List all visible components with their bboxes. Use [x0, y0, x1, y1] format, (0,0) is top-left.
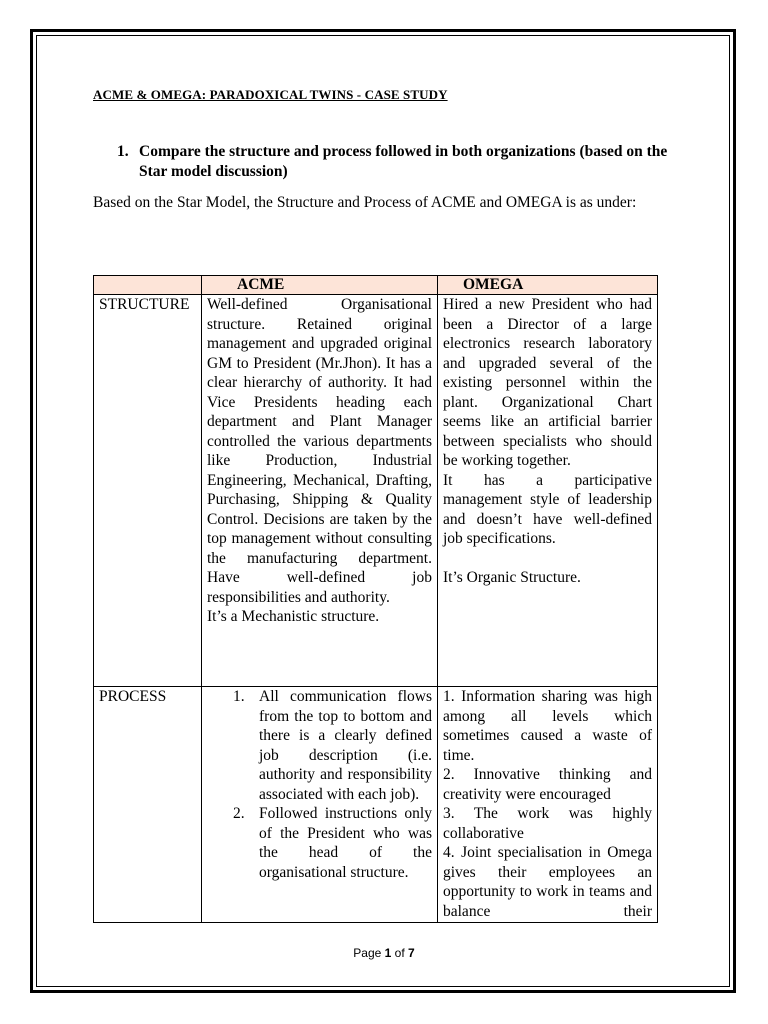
omega-structure-cell — [438, 295, 658, 687]
table-row-process — [94, 687, 658, 923]
page-label: Page — [353, 946, 382, 960]
omega-structure-conclusion: It’s Organic Structure. — [443, 569, 581, 586]
acme-structure-text: Well-defined Organisational structure. Retained original management and upgraded original GM to President (Mr.Jhon). It has a clear hierarchy of authority. It had Vice Presidents heading each department and Plant Manager controlled the various departments like Production, Industrial Engineering, Mechanical, Drafting, Purchasing, Shipping & Quality Control. Decisions are taken by the top management without consulting the manufacturing department. Have well-defined job responsibilities and authority. — [207, 296, 432, 606]
omega-structure-text: Hired a new President who had been a Director of a large electronics research laboratory and upgraded several of the existing personnel within the plant. Organizational Chart seems like an artificial barrier between specialists who should be working together. — [443, 296, 652, 469]
omega-process-item-4: 4. Joint specialisation in Omega gives their employees an opportunity to work in teams and balance their — [443, 844, 652, 920]
omega-process-item-3: 3. The work was highly collaborative — [443, 805, 652, 842]
omega-structure-leadership: It has a participative management style of leadership and doesn’t have well-defined job specifications. — [443, 471, 652, 547]
process-label: PROCESS — [99, 688, 167, 705]
structure-label: STRUCTURE — [99, 296, 190, 313]
header-omega-label: OMEGA — [463, 276, 524, 293]
page-total: 7 — [408, 946, 415, 960]
header-acme-label: ACME — [237, 276, 285, 293]
table-row-structure — [94, 295, 658, 687]
acme-process-list — [207, 687, 432, 882]
comparison-table — [93, 275, 658, 923]
row-label-structure — [94, 295, 202, 687]
page-of: of — [394, 946, 405, 960]
header-omega — [438, 276, 658, 295]
question-number: 1. — [117, 143, 129, 160]
list-item: 2. Followed instructions only of the President who was the head of the organisational structure. — [233, 805, 432, 881]
question-text: Compare the structure and process followed in both organizations (based on the Star model discussion) — [139, 143, 668, 180]
intro-paragraph: Based on the Star Model, the Structure and Process of ACME and OMEGA is as under: — [93, 194, 637, 211]
page-footer — [0, 946, 768, 960]
omega-process-item-1: 1. Information sharing was high among all levels which sometimes caused a waste of time. — [443, 688, 652, 764]
document-title: ACME & OMEGA: PARADOXICAL TWINS - CASE STUDY — [93, 87, 448, 102]
header-acme — [202, 276, 438, 295]
omega-process-cell — [438, 687, 658, 923]
page-current: 1 — [384, 946, 392, 960]
table-header-row — [94, 276, 658, 295]
acme-structure-conclusion: It’s a Mechanistic structure. — [207, 608, 380, 625]
row-label-process — [94, 687, 202, 923]
header-empty — [94, 276, 202, 295]
omega-process-item-2: 2. Innovative thinking and creativity were encouraged — [443, 766, 652, 803]
acme-process-cell — [202, 687, 438, 923]
acme-structure-cell — [202, 295, 438, 687]
list-item: 1. All communication flows from the top to bottom and there is a clearly defined job description (i.e. authority and responsibility associated with each job). — [233, 688, 432, 803]
